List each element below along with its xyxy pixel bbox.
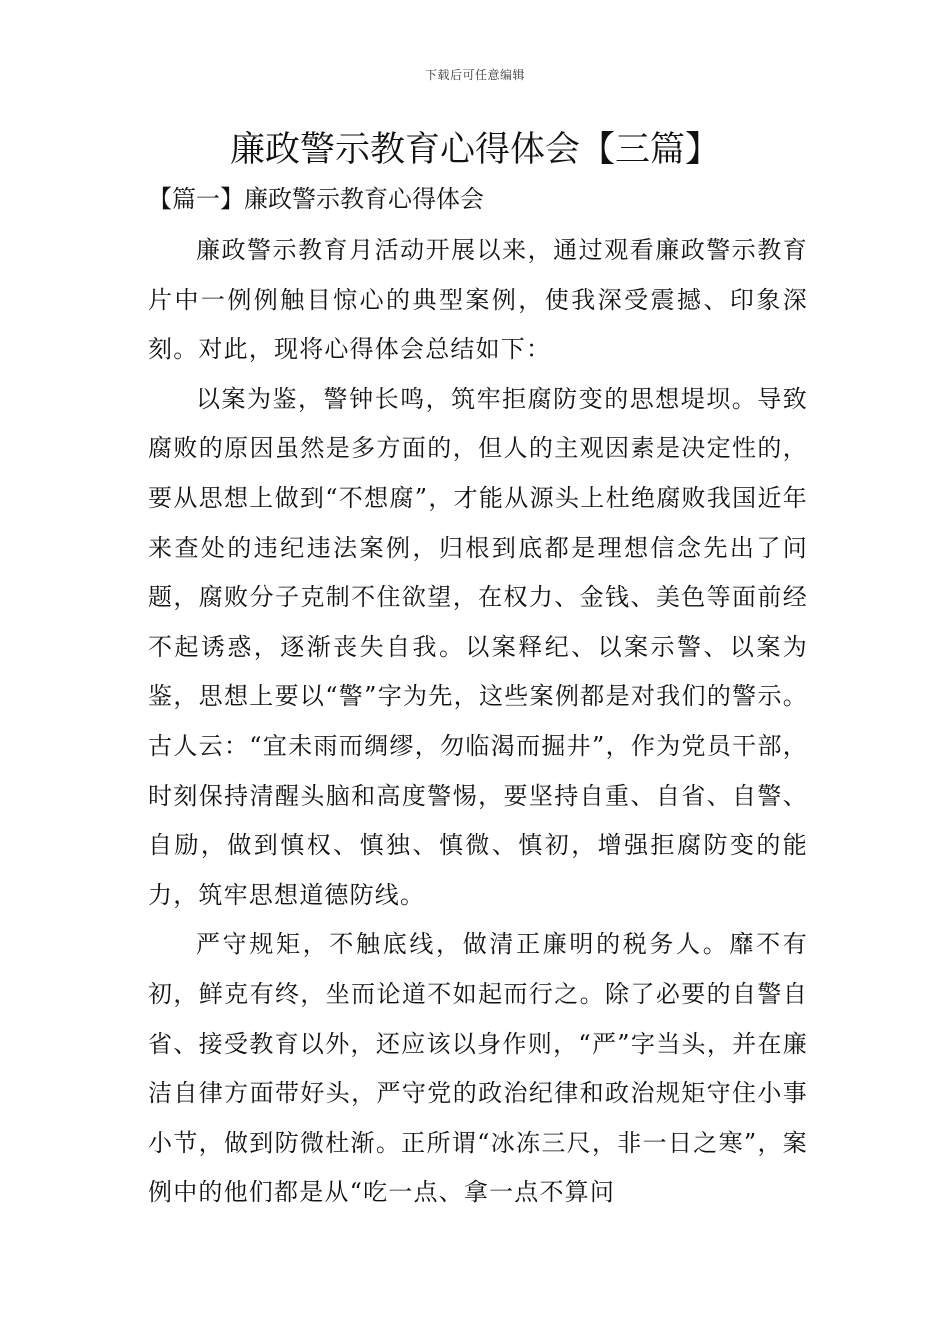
document-title: 廉政警示教育心得体会【三篇】: [229, 130, 720, 170]
document-body: [148, 226, 808, 1218]
paragraph-lesson-warning: 以案为鉴，警钟长鸣，筑牢拒腐防变的思想堤坝。导致腐败的原因虽然是多方面的，但人的主观因素是决定性的，要从思想上做到“不想腐”，才能从源头上杜绝腐败我国近年来查处的违纪违法案例，归根到底都是理想信念先出了问题，腐败分子克制不住欲望，在权力、金钱、美色等面前经不起诱惑，逐渐丧失自我。以案释纪、以案示警、以案为鉴，思想上要以“警”字为先，这些案例都是对我们的警示。古人云：“宜未雨而绸缪，勿临渴而掘井”，作为党员干部，时刻保持清醒头脑和高度警惕，要坚持自重、自省、自警、自励，做到慎权、慎独、慎微、慎初，增强拒腐防变的能力，筑牢思想道德防线。: [148, 384, 808, 909]
section-heading: 【篇一】廉政警示教育心得体会: [148, 185, 484, 213]
page-header-note: 下载后可任意编辑: [424, 68, 525, 82]
paragraph-intro: 廉政警示教育月活动开展以来，通过观看廉政警示教育片中一例例触目惊心的典型案例，使我深受震撼、印象深刻。对此，现将心得体会总结如下：: [148, 236, 808, 364]
paragraph-strict-rules: 严守规矩，不触底线，做清正廉明的税务人。靡不有初，鲜克有终，坐而论道不如起而行之。除了必要的自警自省、接受教育以外，还应该以身作则，“严”字当头，并在廉洁自律方面带好头，严守党的政治纪律和政治规矩守住小事小节，做到防微杜渐。正所谓“冰冻三尺，非一日之寒”，案例中的他们都是从“吃一点、拿一点不算问: [148, 930, 808, 1207]
